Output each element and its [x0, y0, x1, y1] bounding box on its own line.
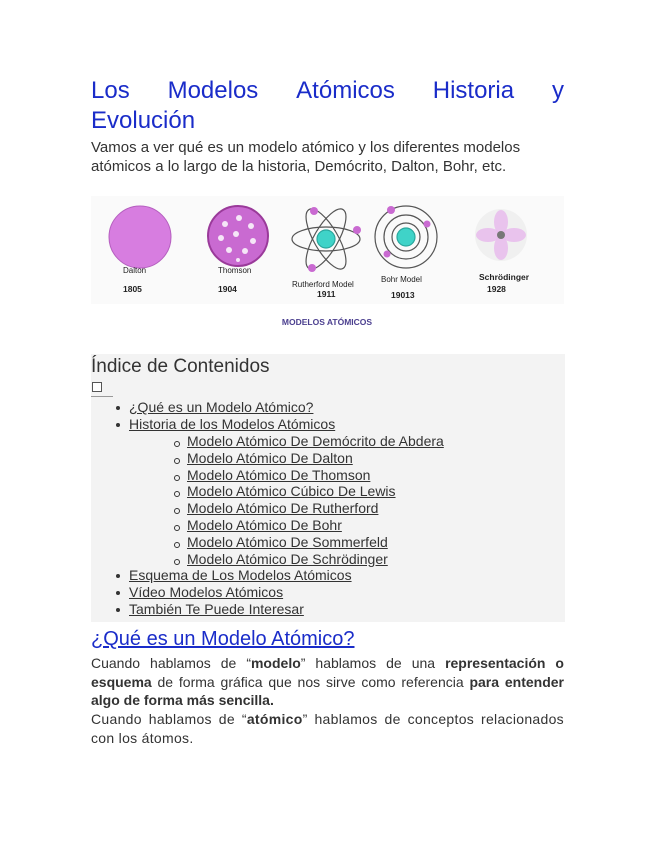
text-run: de forma gráfica que nos sirve como referencia — [151, 673, 470, 690]
schrodinger-atom — [475, 209, 527, 261]
toc-sublist — [129, 433, 561, 567]
toggle-checkbox-icon[interactable] — [92, 382, 102, 392]
toc-subitem — [129, 551, 561, 568]
toc-item — [91, 416, 561, 567]
toc-toggle[interactable] — [91, 380, 113, 397]
title-word: Modelos — [167, 77, 259, 104]
toc-sublink[interactable]: Modelo Atómico De Sommerfeld — [187, 533, 388, 550]
definition-paragraph — [91, 710, 564, 747]
model-name-label: Thomson — [218, 266, 252, 275]
toc-subitem — [129, 450, 561, 467]
toc-sublink[interactable]: Modelo Atómico De Rutherford — [187, 500, 379, 517]
page-title — [91, 76, 564, 136]
toc-link[interactable]: Historia de los Modelos Atómicos — [129, 416, 336, 432]
section-heading[interactable]: ¿Qué es un Modelo Atómico? — [91, 628, 355, 650]
toc-sublink[interactable]: Modelo Atómico De Thomson — [187, 466, 371, 483]
text-run: ” hablamos de conceptos relacionados con los átomos. — [91, 711, 564, 746]
model-name-label: Dalton — [123, 266, 147, 275]
model-name-label: Bohr Model — [381, 275, 422, 284]
title-word: Historia — [432, 77, 515, 104]
toc-link[interactable]: Vídeo Modelos Atómicos — [129, 584, 284, 601]
toc-link[interactable]: Esquema de Los Modelos Atómicos — [129, 567, 352, 584]
toc-sublink[interactable]: Modelo Atómico De Demócrito de Abdera — [187, 433, 444, 449]
title-word: Atómicos — [296, 77, 395, 104]
bold-term: para entender algo de forma más sencilla. — [91, 673, 564, 708]
figure-caption: MODELOS ATÓMICOS — [281, 317, 373, 327]
title-word: Evolución — [91, 107, 196, 134]
intro-text: Vamos a ver qué es un modelo atómico y los diferentes modelos atómicos a lo largo de la historia, Demócrito, Dalton, Bohr, etc. — [91, 139, 521, 175]
toc-list — [91, 399, 561, 618]
toc-subitem — [129, 483, 561, 500]
toc-item — [91, 584, 561, 601]
title-word: y — [551, 77, 564, 104]
title-word: Los — [91, 77, 130, 104]
model-year-label: 1911 — [317, 289, 336, 299]
model-name-label: Rutherford Model — [292, 280, 354, 289]
dalton-atom — [109, 206, 171, 268]
toc-subitem — [129, 467, 561, 484]
toc-link[interactable]: ¿Qué es un Modelo Atómico? — [129, 399, 314, 415]
thomson-atom — [208, 206, 268, 266]
model-year-label: 1928 — [487, 284, 506, 294]
atomic-models-figure — [91, 196, 564, 332]
toc-sublink[interactable]: Modelo Atómico Cúbico De Lewis — [187, 483, 396, 500]
bohr-atom — [375, 206, 437, 268]
text-run: ” hablamos de una — [300, 655, 446, 671]
toc-item — [91, 567, 561, 584]
model-name-label: Schrödinger — [479, 272, 530, 282]
bold-term: representación o esquema — [91, 655, 564, 690]
toc-item — [91, 399, 561, 416]
toc-sublink[interactable]: Modelo Atómico De Dalton — [187, 449, 353, 466]
text-run: Cuando hablamos de “ — [91, 655, 251, 671]
toc-title: Índice de Contenidos — [91, 356, 270, 377]
toc-subitem — [129, 534, 561, 551]
toc-subitem — [129, 517, 561, 534]
toc-item — [91, 601, 561, 618]
toc-subitem — [129, 433, 561, 450]
toc-subitem — [129, 500, 561, 517]
toc-sublink[interactable]: Modelo Atómico De Schrödinger — [187, 550, 388, 567]
toc-link[interactable]: También Te Puede Interesar — [129, 601, 304, 618]
toc-sublink[interactable]: Modelo Atómico De Bohr — [187, 516, 342, 533]
bold-term: modelo — [250, 655, 301, 671]
bold-term: atómico — [246, 711, 303, 727]
model-year-label: 1904 — [218, 284, 237, 294]
model-year-label: 1805 — [123, 284, 142, 294]
definition-paragraph — [91, 654, 564, 710]
model-year-label: 19013 — [391, 290, 415, 300]
text-run: Cuando hablamos de “ — [91, 711, 247, 727]
